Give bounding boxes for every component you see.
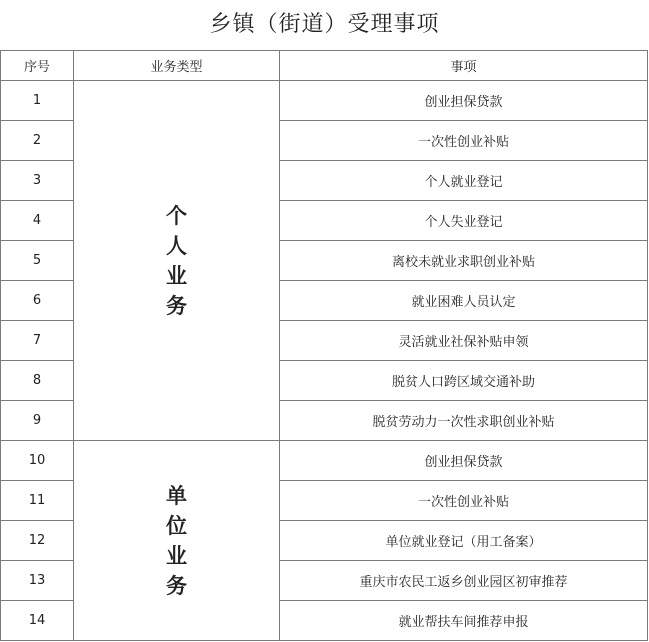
group-label-char: 业 [166,543,187,568]
group-label-char: 单 [166,483,187,508]
row-item: 单位就业登记（用工备案） [280,521,648,561]
group-label-unit [74,441,280,641]
row-seq: 12 [1,521,74,561]
row-seq: 10 [1,441,74,481]
matters-table [0,50,648,641]
row-item: 就业帮扶车间推荐申报 [280,601,648,641]
table-header-row [1,51,648,81]
row-seq: 14 [1,601,74,641]
group-label-char: 个 [166,203,187,228]
row-item: 一次性创业补贴 [280,481,648,521]
row-item: 就业困难人员认定 [280,281,648,321]
row-item: 脱贫人口跨区域交通补助 [280,361,648,401]
row-item: 创业担保贷款 [280,441,648,481]
group-label-char: 务 [166,573,187,598]
header-type: 业务类型 [74,51,280,81]
row-item: 创业担保贷款 [280,81,648,121]
group-label-char: 业 [166,263,187,288]
row-seq: 3 [1,161,74,201]
row-item: 一次性创业补贴 [280,121,648,161]
group-label-char: 人 [166,233,187,258]
table-row [1,81,648,121]
row-seq: 11 [1,481,74,521]
row-seq: 7 [1,321,74,361]
row-item: 离校未就业求职创业补贴 [280,241,648,281]
page-title: 乡镇（街道）受理事项 [209,12,440,37]
group-label-char: 位 [166,513,187,538]
row-item: 重庆市农民工返乡创业园区初审推荐 [280,561,648,601]
table-row [1,441,648,481]
row-seq: 5 [1,241,74,281]
row-seq: 8 [1,361,74,401]
group-label-personal [74,81,280,441]
row-item: 脱贫劳动力一次性求职创业补贴 [280,401,648,441]
row-item: 个人失业登记 [280,201,648,241]
group-label-char: 务 [166,293,187,318]
row-item: 灵活就业社保补贴申领 [280,321,648,361]
row-seq: 4 [1,201,74,241]
header-item: 事项 [280,51,648,81]
row-seq: 2 [1,121,74,161]
row-seq: 9 [1,401,74,441]
row-seq: 1 [1,81,74,121]
header-seq: 序号 [1,51,74,81]
row-item: 个人就业登记 [280,161,648,201]
row-seq: 6 [1,281,74,321]
row-seq: 13 [1,561,74,601]
